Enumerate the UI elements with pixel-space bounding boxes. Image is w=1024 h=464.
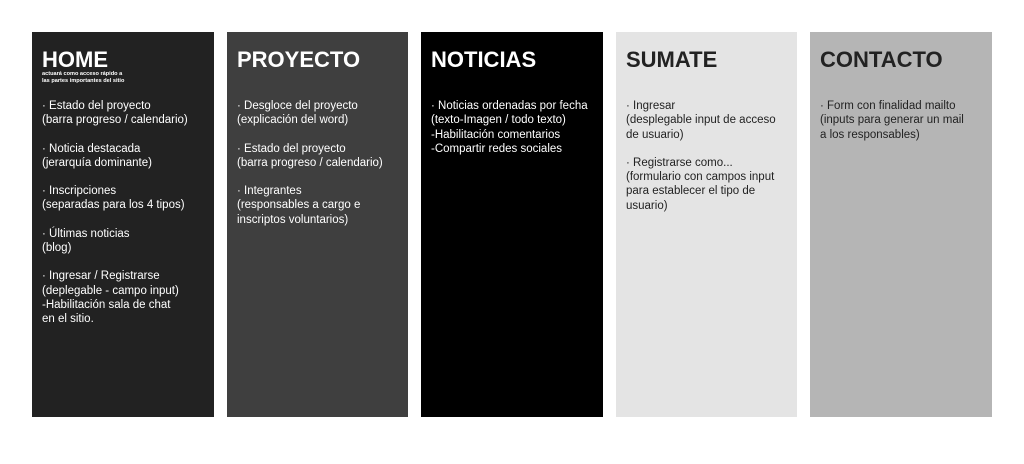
column-subtitle-home: actuará como acceso rápido a las partes importantes del sitio — [42, 71, 125, 84]
list-item: · Noticia destacada (jerarquía dominante) — [42, 142, 152, 169]
item-list-proyecto — [237, 99, 402, 241]
list-item: · Registrarse como... (formulario con campos input para establecer el tipo de usuario) — [626, 156, 775, 212]
list-item: · Inscripciones (separadas para los 4 tipos) — [42, 185, 185, 212]
list-item: · Form con finalidad mailto (inputs para generar un mail a los responsables) — [820, 100, 964, 141]
column-title-sumate: SUMATE — [626, 47, 718, 72]
item-list-noticias — [431, 99, 597, 170]
column-contacto — [810, 32, 992, 417]
column-noticias — [421, 32, 603, 417]
list-item: · Ingresar / Registrarse (deplegable - campo input) -Habilitación sala de chat en el sitio. — [42, 270, 179, 326]
list-item: · Noticias ordenadas por fecha (texto-Imagen / todo texto) -Habilitación comentarios -Compartir redes sociales — [431, 100, 588, 155]
list-item: · Estado del proyecto (barra progreso / calendario) — [237, 142, 383, 169]
list-item: · Integrantes (responsables a cargo e inscriptos voluntarios) — [237, 185, 361, 226]
column-title-home: HOME — [42, 47, 108, 72]
column-proyecto — [227, 32, 408, 417]
column-title-contacto: CONTACTO — [820, 47, 943, 72]
list-item: · Últimas noticias (blog) — [42, 227, 130, 255]
list-item: · Desgloce del proyecto (explicación del word) — [237, 100, 358, 127]
item-list-contacto — [820, 99, 986, 156]
column-title-noticias: NOTICIAS — [431, 47, 537, 72]
list-item: · Ingresar (desplegable input de acceso de usuario) — [626, 100, 776, 141]
column-sumate — [616, 32, 797, 417]
column-title-proyecto: PROYECTO — [237, 47, 361, 72]
column-home — [32, 32, 214, 417]
list-item: · Estado del proyecto (barra progreso / calendario) — [42, 100, 188, 127]
item-list-home — [42, 99, 208, 341]
item-list-sumate — [626, 99, 791, 227]
